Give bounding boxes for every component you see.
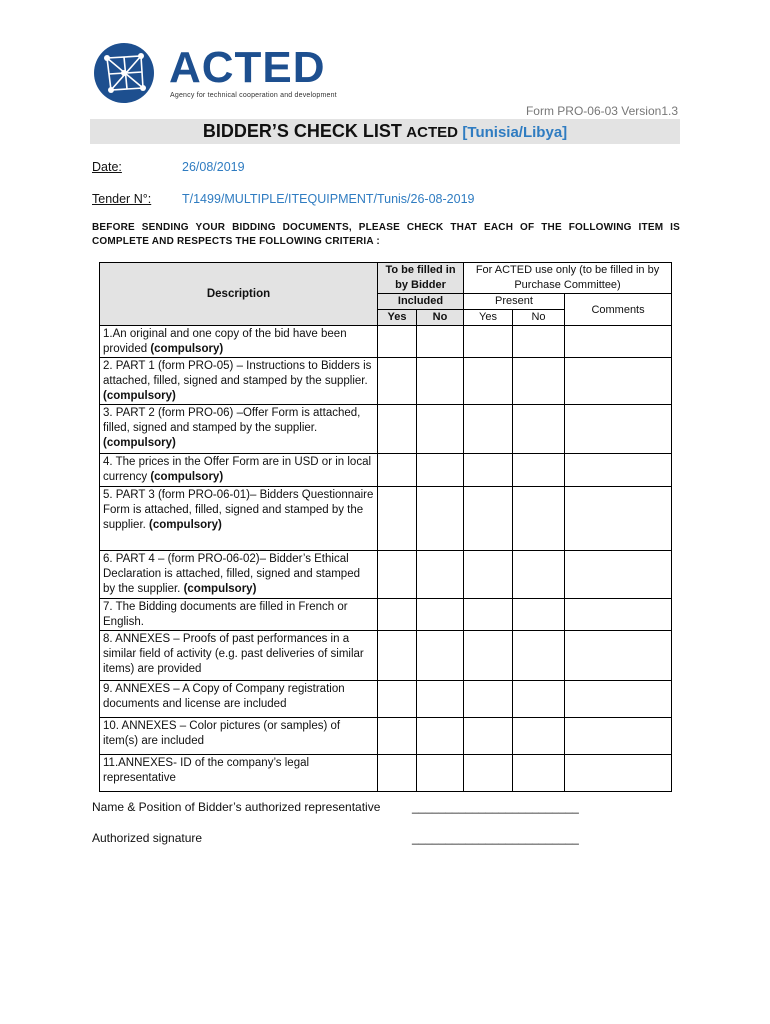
present-yes-cell[interactable] — [464, 551, 513, 599]
row-description-text: 3. PART 2 (form PRO-06) –Offer Form is attached, filled, signed and stamped by the supplier. — [103, 407, 361, 434]
included-yes-cell[interactable] — [378, 358, 417, 405]
present-yes-cell[interactable] — [464, 487, 513, 551]
comments-cell[interactable] — [565, 551, 672, 599]
rep-name-line[interactable]: _________________________ — [412, 800, 579, 814]
present-no-cell[interactable] — [513, 631, 565, 681]
present-yes-cell[interactable] — [464, 599, 513, 631]
col-present-yes: Yes — [464, 310, 513, 326]
comments-cell[interactable] — [565, 454, 672, 487]
included-no-cell[interactable] — [417, 358, 464, 405]
col-included-header: Included — [378, 294, 464, 310]
included-no-cell[interactable] — [417, 681, 464, 718]
col-comments-header: Comments — [565, 294, 672, 326]
checklist-table — [99, 262, 672, 792]
logo-tagline: Agency for technical cooperation and development — [170, 92, 337, 99]
row-description-text: 5. PART 3 (form PRO-06-01)– Bidders Questionnaire Form is attached, filled, signed and stamped by the supplier. — [103, 489, 374, 531]
row-description-text: 6. PART 4 – (form PRO-06-02)– Bidder’s Ethical Declaration is attached, filled, signed and stamped by the supplier. — [103, 553, 360, 595]
present-no-cell[interactable] — [513, 487, 565, 551]
included-yes-cell[interactable] — [378, 454, 417, 487]
comments-cell[interactable] — [565, 718, 672, 755]
row-description — [100, 487, 378, 551]
row-description-text: 2. PART 1 (form PRO-05) – Instructions to Bidders is attached, filled, signed and stamped by the supplier. — [103, 360, 372, 387]
included-no-cell[interactable] — [417, 599, 464, 631]
table-row — [100, 551, 672, 599]
table-row — [100, 755, 672, 792]
included-yes-cell[interactable] — [378, 487, 417, 551]
included-no-cell[interactable] — [417, 718, 464, 755]
row-description-text: 4. The prices in the Offer Form are in USD or in local currency — [103, 456, 372, 483]
table-row — [100, 487, 672, 551]
comments-cell[interactable] — [565, 599, 672, 631]
present-yes-cell[interactable] — [464, 454, 513, 487]
col-included-no: No — [417, 310, 464, 326]
table-row — [100, 358, 672, 405]
col-bidder-header: To be filled in by Bidder — [378, 263, 464, 294]
present-yes-cell[interactable] — [464, 681, 513, 718]
comments-cell[interactable] — [565, 405, 672, 454]
present-no-cell[interactable] — [513, 405, 565, 454]
table-row — [100, 631, 672, 681]
title-country: [Tunisia/Libya] — [462, 124, 568, 141]
page-title-bar — [90, 119, 680, 144]
present-no-cell[interactable] — [513, 326, 565, 358]
comments-cell[interactable] — [565, 631, 672, 681]
row-description — [100, 755, 378, 792]
row-description — [100, 599, 378, 631]
row-description — [100, 681, 378, 718]
included-yes-cell[interactable] — [378, 681, 417, 718]
col-acted-header: For ACTED use only (to be filled in by Purchase Committee) — [464, 263, 672, 294]
included-yes-cell[interactable] — [378, 599, 417, 631]
table-row — [100, 454, 672, 487]
present-no-cell[interactable] — [513, 599, 565, 631]
logo-wordmark: ACTED — [169, 43, 326, 92]
included-no-cell[interactable] — [417, 631, 464, 681]
row-description-text: 9. ANNEXES – A Copy of Company registration documents and license are included — [103, 683, 345, 710]
rep-name-label: Name & Position of Bidder’s authorized representative — [92, 800, 381, 814]
title-org: ACTED — [406, 124, 458, 141]
comments-cell[interactable] — [565, 358, 672, 405]
present-yes-cell[interactable] — [464, 755, 513, 792]
col-description-header: Description — [100, 263, 378, 326]
row-description-text: 11.ANNEXES- ID of the company’s legal representative — [103, 757, 310, 784]
row-description — [100, 631, 378, 681]
included-no-cell[interactable] — [417, 487, 464, 551]
present-no-cell[interactable] — [513, 681, 565, 718]
row-compulsory-label: (compulsory) — [150, 471, 224, 483]
present-no-cell[interactable] — [513, 358, 565, 405]
row-description — [100, 551, 378, 599]
table-row — [100, 599, 672, 631]
included-yes-cell[interactable] — [378, 631, 417, 681]
col-present-header: Present — [464, 294, 565, 310]
included-no-cell[interactable] — [417, 326, 464, 358]
row-description-text: 10. ANNEXES – Color pictures (or samples) of item(s) are included — [103, 720, 341, 747]
globe-logo-icon — [93, 42, 155, 104]
table-row — [100, 718, 672, 755]
row-description — [100, 454, 378, 487]
form-reference: Form PRO-06-03 Version1.3 — [525, 104, 678, 118]
present-no-cell[interactable] — [513, 755, 565, 792]
row-description-text: 1.An original and one copy of the bid have been provided — [103, 328, 347, 355]
comments-cell[interactable] — [565, 681, 672, 718]
row-description-text: 8. ANNEXES – Proofs of past performances in a similar field of activity (e.g. past deliveries of similar items) are provided — [103, 633, 364, 675]
present-yes-cell[interactable] — [464, 718, 513, 755]
present-yes-cell[interactable] — [464, 326, 513, 358]
included-no-cell[interactable] — [417, 405, 464, 454]
row-description-text: 7. The Bidding documents are filled in French or English. — [103, 601, 348, 628]
date-label: Date: — [92, 160, 122, 174]
comments-cell[interactable] — [565, 487, 672, 551]
table-row — [100, 405, 672, 454]
row-compulsory-label: (compulsory) — [103, 437, 176, 449]
comments-cell[interactable] — [565, 755, 672, 792]
included-no-cell[interactable] — [417, 551, 464, 599]
row-description — [100, 718, 378, 755]
row-description — [100, 405, 378, 454]
included-no-cell[interactable] — [417, 454, 464, 487]
included-yes-cell[interactable] — [378, 755, 417, 792]
present-no-cell[interactable] — [513, 551, 565, 599]
present-no-cell[interactable] — [513, 454, 565, 487]
comments-cell[interactable] — [565, 326, 672, 358]
present-no-cell[interactable] — [513, 718, 565, 755]
row-description — [100, 326, 378, 358]
included-yes-cell[interactable] — [378, 326, 417, 358]
acted-logo — [93, 42, 355, 104]
present-yes-cell[interactable] — [464, 405, 513, 454]
tender-label: Tender N°: — [92, 192, 152, 206]
row-compulsory-label: (compulsory) — [149, 519, 222, 531]
table-row — [100, 326, 672, 358]
instructions-text: BEFORE SENDING YOUR BIDDING DOCUMENTS, PLEASE CHECK THAT EACH OF THE FOLLOWING ITEM IS COMPLETE AND RESPECTS THE FOLLOWING CRITERIA : — [92, 222, 680, 247]
date-value: 26/08/2019 — [182, 160, 245, 174]
table-row — [100, 681, 672, 718]
included-no-cell[interactable] — [417, 755, 464, 792]
tender-value: T/1499/MULTIPLE/ITEQUIPMENT/Tunis/26-08-2019 — [182, 192, 475, 206]
signature-label: Authorized signature — [92, 831, 203, 845]
included-yes-cell[interactable] — [378, 718, 417, 755]
col-present-no: No — [513, 310, 565, 326]
row-compulsory-label: (compulsory) — [183, 583, 257, 595]
row-compulsory-label: (compulsory) — [103, 390, 176, 402]
page-title: BIDDER’S CHECK LIST — [202, 121, 402, 141]
included-yes-cell[interactable] — [378, 551, 417, 599]
present-yes-cell[interactable] — [464, 631, 513, 681]
row-compulsory-label: (compulsory) — [150, 343, 224, 355]
col-included-yes: Yes — [378, 310, 417, 326]
present-yes-cell[interactable] — [464, 358, 513, 405]
signature-line[interactable]: _________________________ — [412, 831, 579, 845]
included-yes-cell[interactable] — [378, 405, 417, 454]
row-description — [100, 358, 378, 405]
